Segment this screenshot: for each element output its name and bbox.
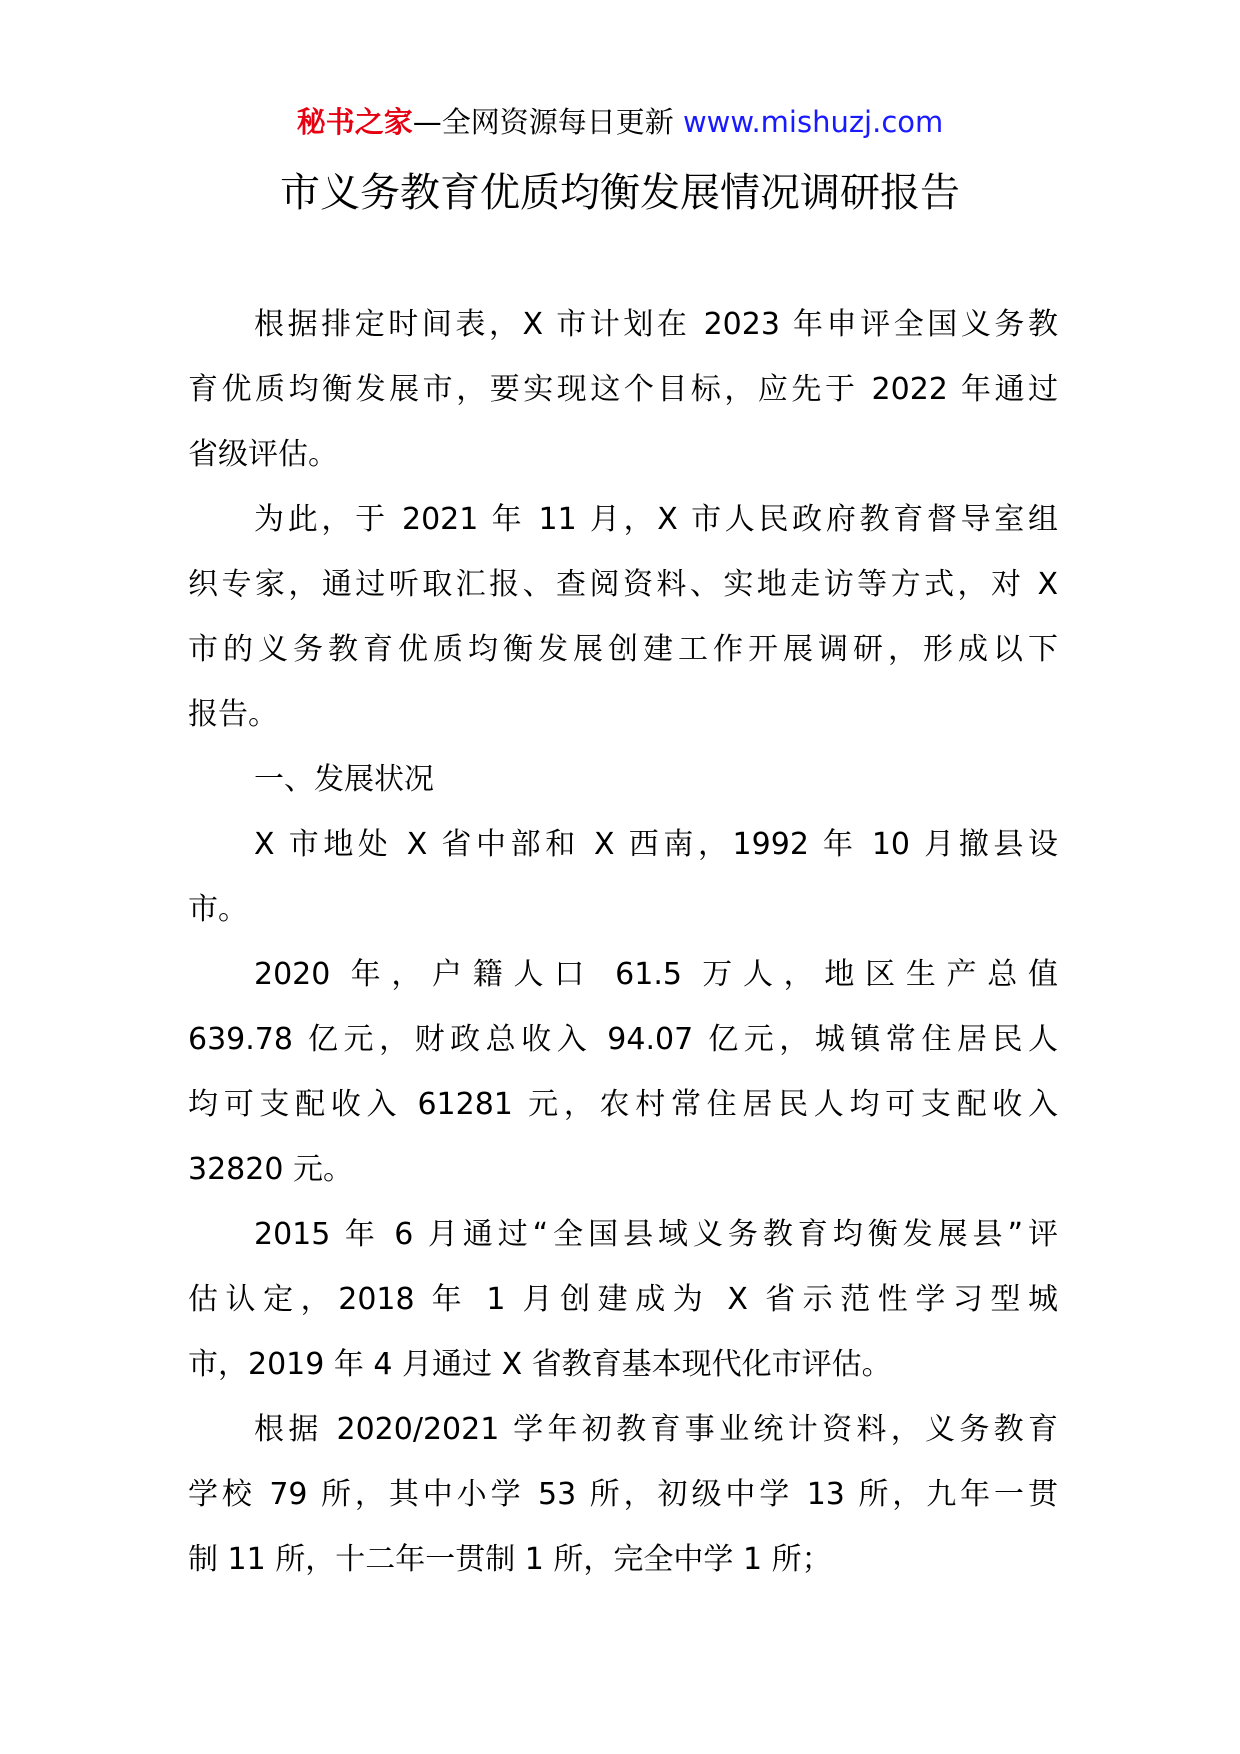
paragraph-line: 2020 年，户籍人口 61.5 万人，地区生产总值 <box>254 957 1058 992</box>
paragraph-line: X 市地处 X 省中部和 X 西南，1992 年 10 月撤县设 <box>254 827 1058 862</box>
paragraph-line: 市。 <box>188 892 248 927</box>
paragraph-line: 报告。 <box>188 697 278 732</box>
paragraph <box>188 292 1058 487</box>
document-title: 市义务教育优质均衡发展情况调研报告 <box>280 170 960 216</box>
section-heading-text: 一、发展状况 <box>254 762 434 797</box>
header-slogan: —全网资源每日更新 <box>412 105 674 139</box>
paragraph-line: 制 11 所，十二年一贯制 1 所，完全中学 1 所； <box>188 1542 832 1577</box>
paragraph <box>188 942 1058 1202</box>
paragraph-line: 市，2019 年 4 月通过 X 省教育基本现代化市评估。 <box>188 1347 892 1382</box>
paragraph-line: 均可支配收入 61281 元，农村常住居民人均可支配收入 <box>188 1087 1058 1122</box>
paragraph <box>188 1202 1058 1397</box>
paragraph <box>188 812 1058 942</box>
paragraph-line: 2015 年 6 月通过“全国县域义务教育均衡发展县”评 <box>254 1217 1058 1252</box>
paragraph-line: 根据 2020/2021 学年初教育事业统计资料，义务教育 <box>254 1412 1058 1447</box>
paragraph-line: 育优质均衡发展市，要实现这个目标，应先于 2022 年通过 <box>188 372 1058 407</box>
paragraph-line: 为此，于 2021 年 11 月，X 市人民政府教育督导室组 <box>254 502 1058 537</box>
site-header <box>0 102 1240 142</box>
site-url-link[interactable]: www.mishuzj.com <box>682 105 944 139</box>
paragraph <box>188 1397 1058 1592</box>
section-heading <box>188 747 1058 812</box>
paragraph-line: 根据排定时间表，X 市计划在 2023 年申评全国义务教 <box>254 307 1058 342</box>
paragraph-line: 32820 元。 <box>188 1152 353 1187</box>
brand-name: 秘书之家 <box>296 105 413 139</box>
paragraph-line: 织专家，通过听取汇报、查阅资料、实地走访等方式，对 X <box>188 567 1058 602</box>
paragraph-line: 学校 79 所，其中小学 53 所，初级中学 13 所，九年一贯 <box>188 1477 1058 1512</box>
paragraph <box>188 487 1058 747</box>
paragraph-line: 省级评估。 <box>188 437 338 472</box>
paragraph-line: 估认定，2018 年 1 月创建成为 X 省示范性学习型城 <box>188 1282 1058 1317</box>
document-body <box>188 292 1058 1592</box>
paragraph-line: 639.78 亿元，财政总收入 94.07 亿元，城镇常住居民人 <box>188 1022 1058 1057</box>
paragraph-line: 市的义务教育优质均衡发展创建工作开展调研，形成以下 <box>188 632 1058 667</box>
